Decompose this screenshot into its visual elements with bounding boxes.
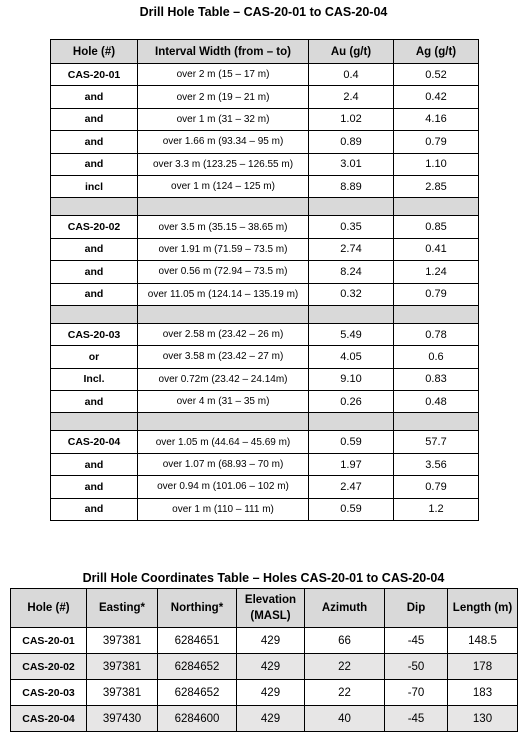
cell-hole: CAS-20-04 [51, 431, 138, 453]
cell-ag: 4.16 [394, 108, 479, 130]
table-row [51, 64, 479, 86]
cell-hole: and [51, 261, 138, 283]
cell-azimuth: 22 [305, 680, 385, 706]
table-row [51, 368, 479, 390]
table-row [51, 346, 479, 368]
cell-au: 0.35 [309, 216, 394, 238]
cell-ag: 0.83 [394, 368, 479, 390]
cell-northing: 6284651 [158, 628, 237, 654]
coordinates-table [10, 588, 518, 732]
cell-ag: 0.52 [394, 64, 479, 86]
cell-easting: 397381 [87, 628, 158, 654]
table-row [51, 283, 479, 305]
cell-au: 0.59 [309, 498, 394, 520]
separator-cell [394, 413, 479, 431]
header-hole: Hole (#) [11, 589, 87, 628]
table-row [51, 453, 479, 475]
cell-interval: over 3.58 m (23.42 – 27 m) [138, 346, 309, 368]
cell-au: 0.32 [309, 283, 394, 305]
table-row [11, 680, 518, 706]
cell-au: 1.97 [309, 453, 394, 475]
cell-dip: -45 [385, 628, 448, 654]
separator-cell [394, 305, 479, 323]
table-row [11, 628, 518, 654]
cell-interval: over 2 m (15 – 17 m) [138, 64, 309, 86]
separator-row [51, 198, 479, 216]
separator-cell [309, 413, 394, 431]
separator-cell [51, 198, 138, 216]
coordinates-table-title: Drill Hole Coordinates Table – Holes CAS-20-01 to CAS-20-04 [82, 571, 445, 585]
cell-azimuth: 40 [305, 706, 385, 732]
cell-length: 148.5 [448, 628, 518, 654]
cell-length: 130 [448, 706, 518, 732]
cell-ag: 0.78 [394, 323, 479, 345]
cell-au: 5.49 [309, 323, 394, 345]
table-row [51, 153, 479, 175]
cell-ag: 0.85 [394, 216, 479, 238]
cell-hole: and [51, 153, 138, 175]
cell-ag: 57.7 [394, 431, 479, 453]
cell-hole: and [51, 391, 138, 413]
cell-hole: CAS-20-01 [51, 64, 138, 86]
table-row [51, 391, 479, 413]
separator-cell [138, 305, 309, 323]
separator-cell [138, 198, 309, 216]
table-row [51, 131, 479, 153]
cell-northing: 6284652 [158, 680, 237, 706]
header-au: Au (g/t) [309, 40, 394, 64]
drill-hole-table-title: Drill Hole Table – CAS-20-01 to CAS-20-04 [139, 5, 388, 19]
cell-interval: over 2 m (19 – 21 m) [138, 86, 309, 108]
table-header-row [51, 40, 479, 64]
header-hole: Hole (#) [51, 40, 138, 64]
separator-row [51, 413, 479, 431]
header-dip: Dip [385, 589, 448, 628]
cell-length: 183 [448, 680, 518, 706]
cell-hole: incl [51, 175, 138, 197]
header-elevation: Elevation (MASL) [237, 589, 305, 628]
header-interval: Interval Width (from – to) [138, 40, 309, 64]
table-row [11, 706, 518, 732]
cell-easting: 397381 [87, 680, 158, 706]
cell-ag: 1.10 [394, 153, 479, 175]
cell-au: 9.10 [309, 368, 394, 390]
cell-ag: 0.42 [394, 86, 479, 108]
cell-interval: over 0.72m (23.42 – 24.14m) [138, 368, 309, 390]
separator-cell [51, 305, 138, 323]
cell-au: 2.47 [309, 476, 394, 498]
separator-cell [394, 198, 479, 216]
cell-interval: over 1.91 m (71.59 – 73.5 m) [138, 238, 309, 260]
separator-cell [309, 305, 394, 323]
cell-elevation: 429 [237, 654, 305, 680]
cell-hole: CAS-20-01 [11, 628, 87, 654]
cell-interval: over 2.58 m (23.42 – 26 m) [138, 323, 309, 345]
separator-cell [138, 413, 309, 431]
cell-interval: over 1 m (124 – 125 m) [138, 175, 309, 197]
table-row [51, 498, 479, 520]
cell-ag: 0.79 [394, 283, 479, 305]
cell-interval: over 1.66 m (93.34 – 95 m) [138, 131, 309, 153]
cell-ag: 1.2 [394, 498, 479, 520]
drill-hole-table [50, 39, 479, 521]
table-row [51, 238, 479, 260]
table-row [11, 654, 518, 680]
cell-easting: 397381 [87, 654, 158, 680]
cell-hole: and [51, 498, 138, 520]
table-row [51, 175, 479, 197]
cell-dip: -50 [385, 654, 448, 680]
header-ag: Ag (g/t) [394, 40, 479, 64]
cell-ag: 0.79 [394, 131, 479, 153]
cell-au: 0.59 [309, 431, 394, 453]
table-row [51, 431, 479, 453]
cell-dip: -70 [385, 680, 448, 706]
cell-au: 0.89 [309, 131, 394, 153]
table-row [51, 108, 479, 130]
cell-hole: and [51, 131, 138, 153]
table-row [51, 216, 479, 238]
cell-hole: or [51, 346, 138, 368]
separator-cell [51, 413, 138, 431]
table-row [51, 86, 479, 108]
cell-ag: 0.79 [394, 476, 479, 498]
cell-hole: Incl. [51, 368, 138, 390]
cell-ag: 0.48 [394, 391, 479, 413]
cell-au: 1.02 [309, 108, 394, 130]
table-row [51, 323, 479, 345]
cell-hole: CAS-20-02 [11, 654, 87, 680]
cell-au: 2.4 [309, 86, 394, 108]
cell-hole: and [51, 453, 138, 475]
cell-interval: over 3.3 m (123.25 – 126.55 m) [138, 153, 309, 175]
cell-hole: CAS-20-03 [11, 680, 87, 706]
cell-ag: 3.56 [394, 453, 479, 475]
cell-au: 3.01 [309, 153, 394, 175]
table-header-row [11, 589, 518, 628]
cell-au: 2.74 [309, 238, 394, 260]
cell-dip: -45 [385, 706, 448, 732]
cell-interval: over 1 m (31 – 32 m) [138, 108, 309, 130]
cell-au: 0.4 [309, 64, 394, 86]
cell-interval: over 1.07 m (68.93 – 70 m) [138, 453, 309, 475]
cell-hole: and [51, 476, 138, 498]
table-row [51, 261, 479, 283]
cell-interval: over 0.94 m (101.06 – 102 m) [138, 476, 309, 498]
cell-ag: 1.24 [394, 261, 479, 283]
table-row [51, 476, 479, 498]
cell-interval: over 0.56 m (72.94 – 73.5 m) [138, 261, 309, 283]
cell-length: 178 [448, 654, 518, 680]
cell-interval: over 11.05 m (124.14 – 135.19 m) [138, 283, 309, 305]
cell-hole: and [51, 86, 138, 108]
header-easting: Easting* [87, 589, 158, 628]
cell-ag: 0.41 [394, 238, 479, 260]
cell-easting: 397430 [87, 706, 158, 732]
cell-au: 0.26 [309, 391, 394, 413]
separator-cell [309, 198, 394, 216]
separator-row [51, 305, 479, 323]
cell-interval: over 3.5 m (35.15 – 38.65 m) [138, 216, 309, 238]
cell-northing: 6284652 [158, 654, 237, 680]
header-length: Length (m) [448, 589, 518, 628]
cell-interval: over 4 m (31 – 35 m) [138, 391, 309, 413]
cell-ag: 2.85 [394, 175, 479, 197]
cell-hole: and [51, 108, 138, 130]
header-azimuth: Azimuth [305, 589, 385, 628]
cell-elevation: 429 [237, 706, 305, 732]
cell-hole: CAS-20-02 [51, 216, 138, 238]
cell-ag: 0.6 [394, 346, 479, 368]
cell-au: 8.24 [309, 261, 394, 283]
cell-northing: 6284600 [158, 706, 237, 732]
cell-hole: CAS-20-03 [51, 323, 138, 345]
cell-elevation: 429 [237, 680, 305, 706]
cell-interval: over 1.05 m (44.64 – 45.69 m) [138, 431, 309, 453]
cell-hole: and [51, 238, 138, 260]
cell-au: 8.89 [309, 175, 394, 197]
header-northing: Northing* [158, 589, 237, 628]
cell-hole: CAS-20-04 [11, 706, 87, 732]
cell-azimuth: 66 [305, 628, 385, 654]
cell-au: 4.05 [309, 346, 394, 368]
cell-azimuth: 22 [305, 654, 385, 680]
cell-interval: over 1 m (110 – 111 m) [138, 498, 309, 520]
cell-elevation: 429 [237, 628, 305, 654]
cell-hole: and [51, 283, 138, 305]
